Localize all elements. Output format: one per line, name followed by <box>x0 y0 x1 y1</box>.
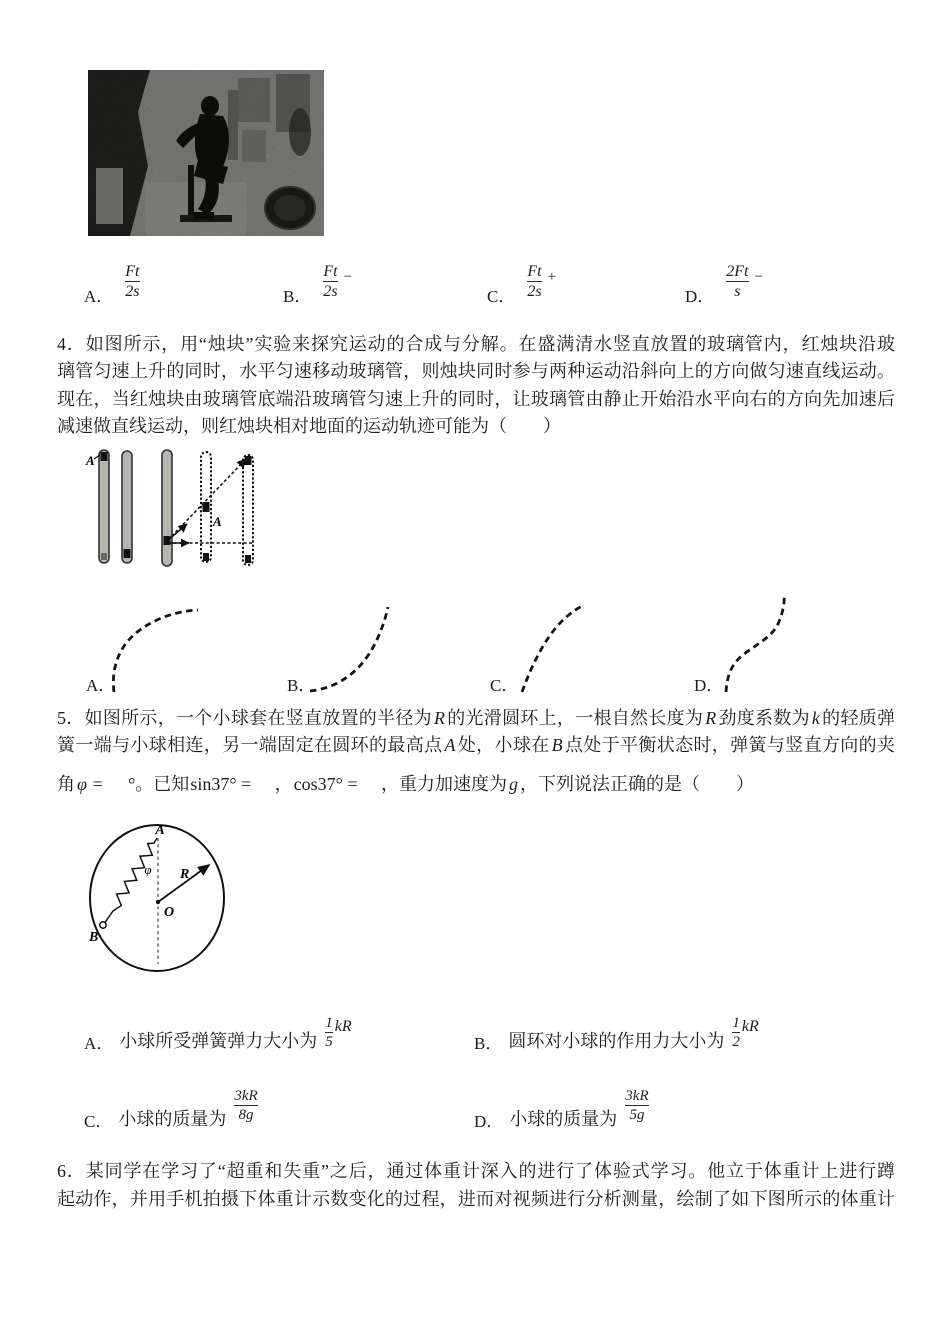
fraction-bar <box>234 1105 257 1106</box>
fraction <box>234 1088 257 1123</box>
curve-option-label-b: B． <box>287 676 316 695</box>
text-segment: 的轻质弹 <box>821 708 896 728</box>
q3-option-b <box>283 256 352 306</box>
fraction-numerator: 1 <box>325 1015 333 1031</box>
q4-line-4: 减速做直线运动，则红烛块相对地面的运动轨迹可能为（ ） <box>57 416 561 436</box>
fraction <box>726 263 748 300</box>
curve-b <box>306 603 401 700</box>
q6-line-2: 起动作，并用手机拍摄下体重计示数变化的过程，进而对视频进行分析测量，绘制了如下图所示的体重计 <box>57 1189 895 1209</box>
tubes-canvas <box>85 446 265 574</box>
option-label: D． <box>685 287 715 306</box>
option-text: 小球的质量为 <box>509 1109 618 1129</box>
fraction <box>125 263 139 300</box>
text-segment: 的光滑圆环上，一根自然长度为 <box>446 708 704 728</box>
fraction-denominator: 5 <box>325 1034 333 1050</box>
q5-circle-figure <box>83 818 233 983</box>
fraction-denominator: 2 <box>732 1034 740 1050</box>
point-b-label: B <box>89 930 99 945</box>
q5-option-b <box>474 1003 759 1053</box>
q4-line-3: 现在，当红烛块由玻璃管底端沿玻璃管匀速上升的同时，让玻璃管由静止开始沿水平向右的方向先加速后 <box>57 389 895 409</box>
curve-d <box>716 592 806 701</box>
option-label: A． <box>84 1034 114 1053</box>
curve-a <box>106 602 206 702</box>
center-o-label: O <box>164 905 175 920</box>
fraction-numerator: 3kR <box>625 1088 649 1104</box>
fraction-numerator: Ft <box>527 263 542 280</box>
fraction-numerator: 1 <box>732 1015 740 1031</box>
text-segment: 角 <box>57 774 75 794</box>
curve-option-label-a: A． <box>86 676 116 695</box>
q5-option-c <box>84 1081 260 1131</box>
option-label: A． <box>84 287 114 306</box>
option-text: 小球所受弹簧弹力大小为 <box>119 1031 318 1051</box>
q3-option-a <box>84 256 146 306</box>
fraction <box>527 263 541 300</box>
text-segment: ， <box>256 774 293 794</box>
text-segment: 劲度系数为 <box>718 708 810 728</box>
fraction-denominator: 2s <box>323 283 338 300</box>
fraction-denominator: 5g <box>629 1107 645 1123</box>
q5-line-1 <box>57 705 895 733</box>
fraction-bar <box>325 1032 333 1033</box>
fraction-after: kR <box>741 1018 759 1035</box>
text-segment: ，重力加速度为 <box>363 774 508 794</box>
text-segment: °。已知 <box>110 774 190 794</box>
fraction-numerator: 2Ft <box>726 263 749 280</box>
math-var: B <box>551 735 563 755</box>
fraction-denominator: 2s <box>527 283 542 300</box>
fraction <box>323 263 337 300</box>
curve-c <box>512 600 597 700</box>
option-text: 小球的质量为 <box>118 1109 227 1129</box>
q4-tubes-figure <box>85 446 265 579</box>
fraction-numerator: Ft <box>323 263 338 280</box>
math-expr: sin37° = <box>190 774 256 794</box>
astronaut-exercise-photo <box>88 70 324 241</box>
q5-option-a <box>84 1003 352 1053</box>
fraction-numerator: Ft <box>125 263 140 280</box>
q6-line-1: 6．某同学在学习了“超重和失重”之后，通过体重计深入的进行了体验式学习。他立于体重计上进行蹲 <box>57 1161 895 1181</box>
math-var: A <box>444 735 456 755</box>
fraction-bar <box>625 1105 648 1106</box>
option-label: D． <box>474 1112 504 1131</box>
fraction-denominator: 2s <box>125 283 140 300</box>
q5-line-2 <box>57 732 895 760</box>
tube-label-a-mid: A <box>213 514 222 529</box>
fraction-bar <box>527 281 541 282</box>
option-label: C． <box>487 287 516 306</box>
q5-option-d <box>474 1081 651 1131</box>
math-expr: cos37° = <box>293 774 363 794</box>
curve-option-label-c: C． <box>490 676 519 695</box>
fraction-suffix: + <box>547 269 557 285</box>
text-segment: 点处于平衡状态时，弹簧与竖直方向的夹 <box>564 735 896 755</box>
math-var: R <box>705 708 717 728</box>
fraction-bar <box>732 1032 740 1033</box>
text-segment: 簧一端与小球相连，另一端固定在圆环的最高点 <box>57 735 443 755</box>
ball <box>100 922 106 928</box>
fraction-suffix: − <box>754 269 763 285</box>
q5-line-3 <box>57 771 895 799</box>
spring <box>104 838 157 924</box>
text-segment: 5．如图所示，一个小球套在竖直放置的半径为 <box>57 708 432 728</box>
text-segment: ，下列说法正确的是（ ） <box>520 774 755 794</box>
q3-option-c <box>487 256 556 306</box>
fraction-after: kR <box>334 1018 352 1035</box>
fraction-numerator: 3kR <box>234 1088 258 1104</box>
fraction-bar <box>323 281 337 282</box>
fraction-suffix: − <box>343 269 353 285</box>
fraction-denominator: s <box>734 283 741 300</box>
option-label: C． <box>84 1112 113 1131</box>
fraction <box>732 1015 740 1050</box>
text-segment: 处，小球在 <box>457 735 550 755</box>
math-var: g <box>509 774 519 794</box>
photo-canvas <box>88 70 324 236</box>
math-var: k <box>811 708 820 728</box>
q4-line-2: 璃管匀速上升的同时，水平匀速移动玻璃管，则烛块同时参与两种运动沿斜向上的方向做匀速直线运动。 <box>57 361 895 381</box>
fraction-bar <box>125 281 139 282</box>
phi-angle-label: φ <box>144 862 152 877</box>
fraction <box>325 1015 333 1050</box>
option-label: B． <box>283 287 312 306</box>
option-label: B． <box>474 1034 503 1053</box>
tube-label-a-left: A <box>86 453 95 468</box>
point-a-label: A <box>155 823 165 838</box>
q4-line-1: 4．如图所示，用“烛块”实验来探究运动的合成与分解。在盛满清水竖直放置的玻璃管内，红烛块沿玻 <box>57 334 895 354</box>
fraction-bar <box>726 281 748 282</box>
fraction-denominator: 8g <box>238 1107 254 1123</box>
math-expr: φ = <box>77 774 109 794</box>
circle-canvas <box>83 818 233 978</box>
radius-r-label: R <box>180 867 190 882</box>
math-var: R <box>433 708 445 728</box>
curve-option-label-d: D． <box>694 676 724 695</box>
q3-option-d <box>685 256 763 306</box>
fraction <box>625 1088 648 1123</box>
option-text: 圆环对小球的作用力大小为 <box>508 1031 725 1051</box>
